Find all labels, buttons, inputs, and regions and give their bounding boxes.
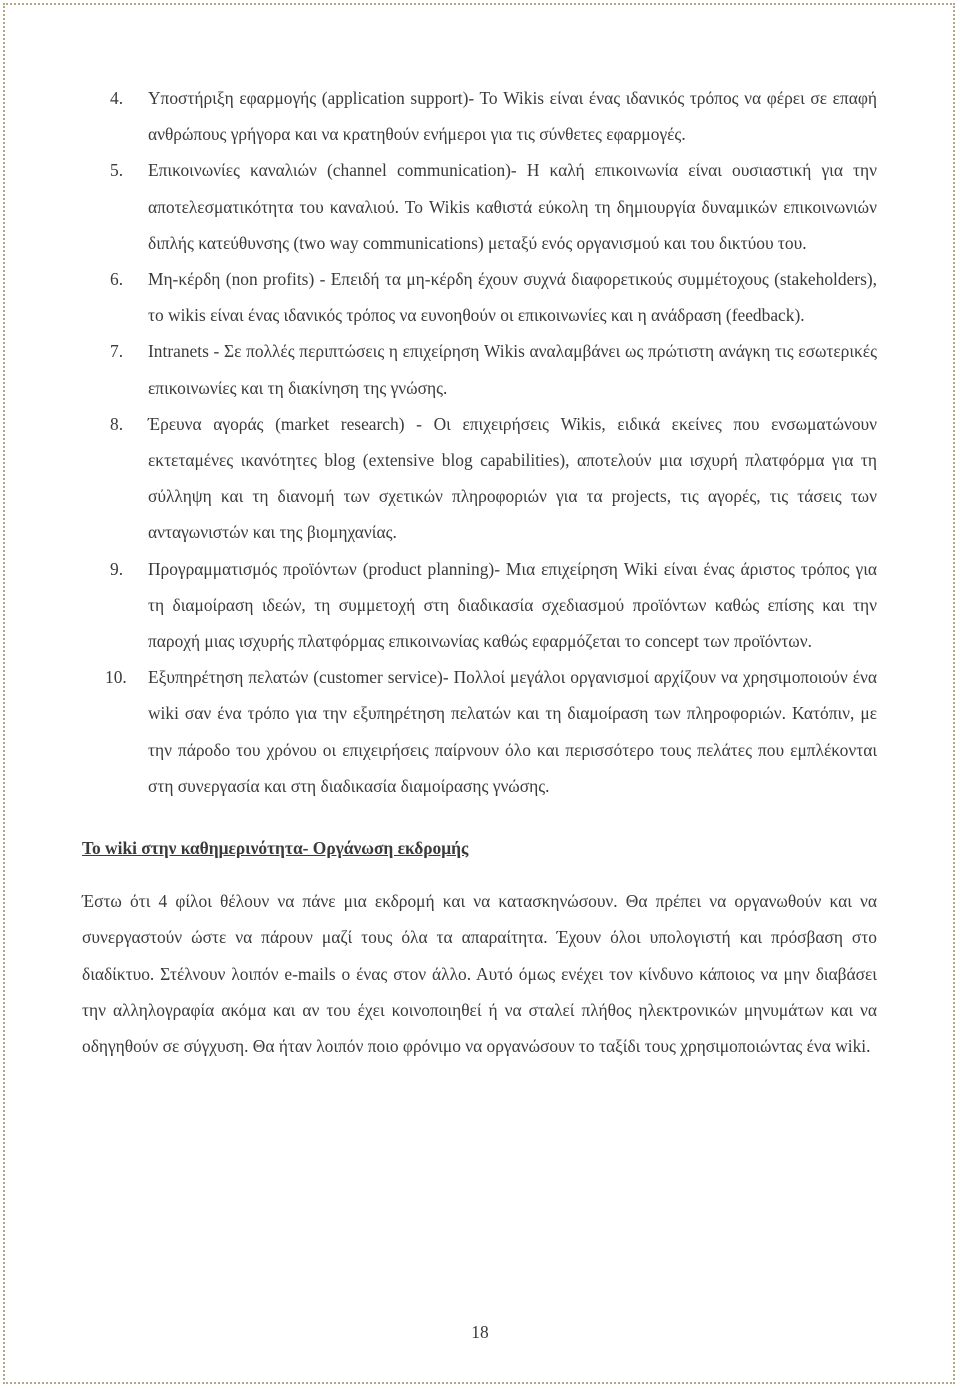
section-paragraph: Έστω ότι 4 φίλοι θέλουν να πάνε μια εκδρομή και να κατασκηνώσουν. Θα πρέπει να οργανωθούν και να συνεργαστούν ώστε να πάρουν μαζί τους όλα τα απαραίτητα. Έχουν όλοι υπολογιστή και πρόσβαση στο διαδίκτυο. Στέλνουν λοιπόν e-mails ο ένας στον άλλο. Αυτό όμως ενέχει τον κίνδυνο κάποιος να μην διαβάσει την αλληλογραφία ακόμα και αν του έχει κοινοποιηθεί ή να σταλεί πλήθος ηλεκτρονικών μηνυμάτων και να οδηγηθούν σε σύγχυση. Θα ήταν λοιπόν ποιο φρόνιμο να οργανώσουν το ταξίδι τους χρησιμοποιώντας ένα wiki.	[82, 891, 877, 1057]
list-item-number: 9.	[110, 558, 124, 579]
list-item-text: Έρευνα αγοράς (market research) - Οι επιχειρήσεις Wikis, ειδικά εκείνες που ενσωματώνουν εκτεταμένες ικανότητες blog (extensive blog capabilities), αποτελούν μια ισχυρή πλατφόρμα για τη σύλληψη και τη διανομή των σχετικών πληροφοριών για τα projects, τις αγορές, τις τάσεις των ανταγωνιστών και της βιομηχανίας.	[148, 413, 877, 543]
numbered-list	[82, 80, 877, 804]
list-item-text: Προγραμματισμός προϊόντων (product planning)- Μια επιχείρηση Wiki είναι ένας άριστος τρόπος για τη διαμοίραση ιδεών, τη συμμετοχή στη διαδικασία σχεδιασμού προϊόντων καθώς επίσης και την παροχή μιας ισχυρής πλατφόρμας επικοινωνίας καθώς εφαρμόζεται το concept των προϊόντων.	[148, 558, 877, 652]
list-item	[82, 152, 877, 261]
list-item-number: 10.	[105, 667, 127, 688]
list-item-text: Μη-κέρδη (non profits) - Επειδή τα μη-κέρδη έχουν συχνά διαφορετικούς συμμέτοχους (stakeholders), το wikis είναι ένας ιδανικός τρόπος να ευνοηθούν οι επικοινωνίες και η ανάδραση (feedback).	[148, 269, 877, 326]
page-number: 18	[471, 1322, 489, 1342]
document-body	[82, 80, 877, 1065]
list-item	[82, 80, 877, 152]
list-item	[82, 659, 877, 804]
list-item-number: 5.	[110, 160, 124, 181]
list-item-text: Εξυπηρέτηση πελατών (customer service)- Πολλοί μεγάλοι οργανισμοί αρχίζουν να χρησιμοποιούν ένα wiki σαν ένα τρόπο για την εξυπηρέτηση πελατών και τη διαμοίραση των πληροφοριών. Κατόπιν, με την πάροδο του χρόνου οι επιχειρήσεις παίρνουν όλο και περισσότερο τους πελάτες που εμπλέκονται στη συνεργασία και στη διαδικασία διαμοίρασης γνώσης.	[148, 667, 877, 796]
list-item-number: 7.	[110, 341, 124, 362]
list-item	[82, 551, 877, 660]
list-item-text: Υποστήριξη εφαρμογής (application support)- Το Wikis είναι ένας ιδανικός τρόπος να φέρει σε επαφή ανθρώπους γρήγορα και να κρατηθούν ενήμεροι για τις σύνθετες εφαρμογές.	[148, 88, 877, 145]
list-item	[82, 333, 877, 405]
list-item-number: 8.	[110, 413, 124, 434]
list-item-number: 6.	[110, 269, 124, 290]
list-item-text: Intranets - Σε πολλές περιπτώσεις η επιχείρηση Wikis αναλαμβάνει ως πρώτιστη ανάγκη τις εσωτερικές επικοινωνίες και τη διακίνηση της γνώσης.	[148, 341, 877, 398]
list-item	[82, 261, 877, 333]
section-title: Το wiki στην καθημερινότητα- Οργάνωση εκδρομής	[82, 838, 469, 859]
list-item-number: 4.	[110, 88, 124, 108]
list-item-text: Επικοινωνίες καναλιών (channel communication)- Η καλή επικοινωνία είναι ουσιαστική για την αποτελεσματικότητα του καναλιού. Το Wikis καθιστά εύκολη τη δημιουργία δυναμικών επικοινωνιών διπλής κατεύθυνσης (two way communications) μεταξύ ενός οργανισμού και του δικτύου του.	[148, 160, 877, 253]
list-item	[82, 406, 877, 551]
